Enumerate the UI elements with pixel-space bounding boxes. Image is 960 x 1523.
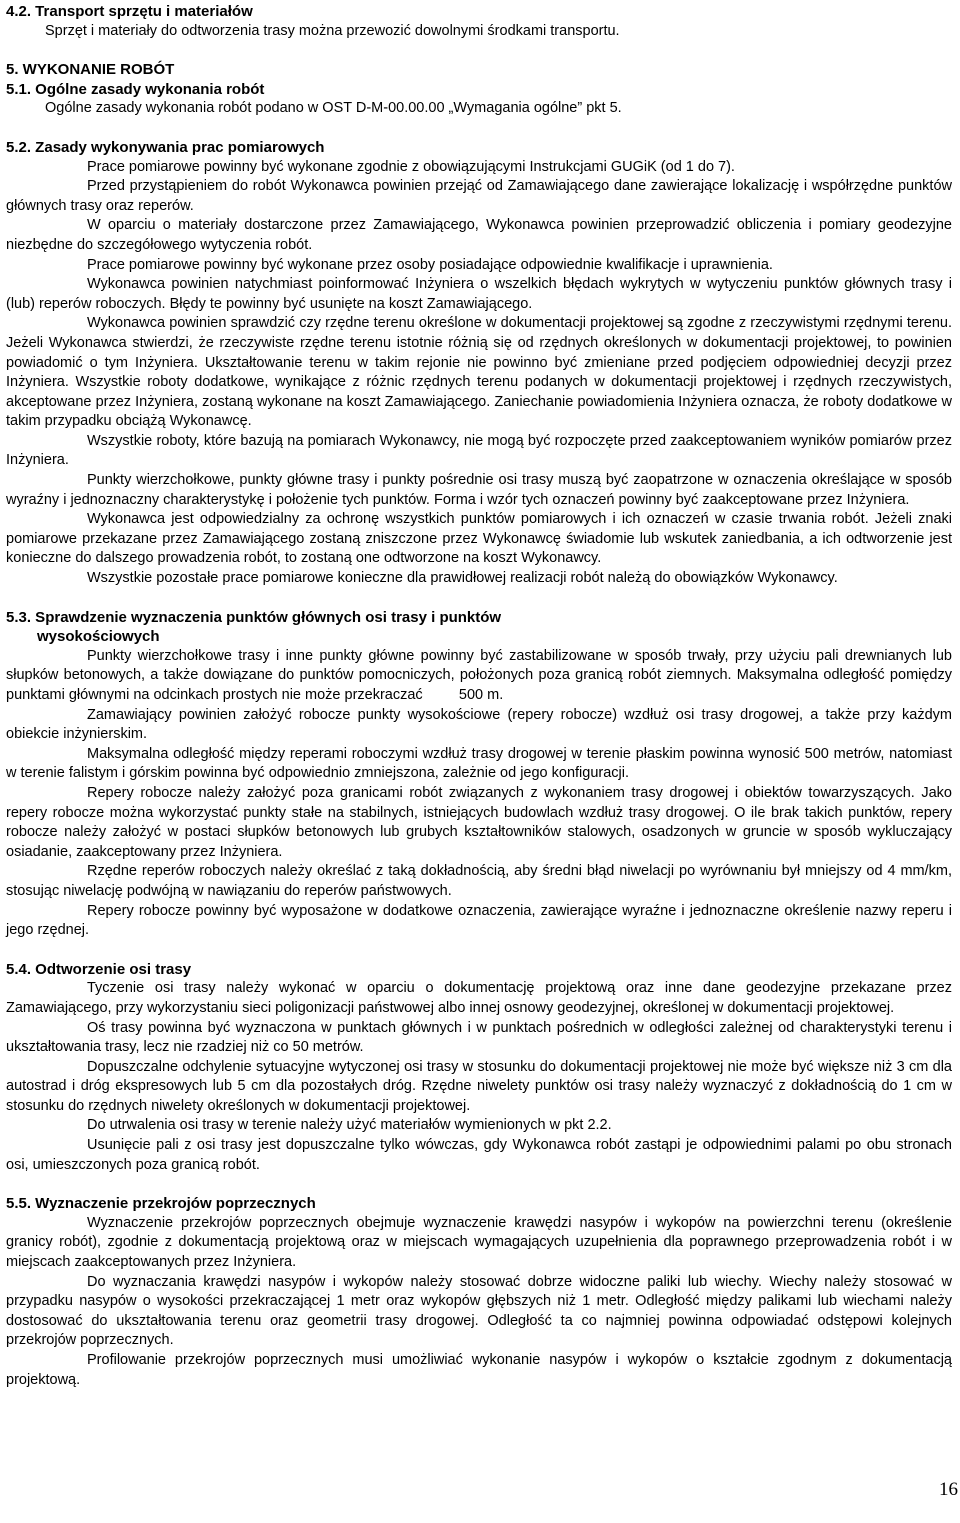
paragraph: Wyznaczenie przekrojów poprzecznych obejmuje wyznaczenie krawędzi nasypów i wykopów na powierzchni terenu (określenie granicy robót), zgodnie z dokumentacją projektową oraz w miejscach wymagających uzupełnienia dla poprawnego przeprowadzenia robót i w miejscach zaakceptowanych przez Inżyniera. — [6, 1214, 952, 1271]
paragraph: Repery robocze należy założyć poza granicami robót związanych z wykonaniem trasy drogowej i obiektów towarzyszących. Jako repery robocze można wykorzystać punkty stałe na stabilnych, istniejących budowlach wzdłuż trasy drogowej. O ile brak takich punktów, repery robocze należy założyć w postaci słupków betonowych lub grubych kształtowników stalowych, osadzonych w gruncie w sposób wykluczający osiadanie, zaakceptowany przez Inżyniera. — [6, 784, 952, 860]
paragraph: Do wyznaczania krawędzi nasypów i wykopów należy stosować dobrze widoczne paliki lub wiechy. Wiechy należy stosować w przypadku nasypów o wysokości przekraczającej 1 metr oraz wykopów głębszych niż 1 metr. Odległość między palikami lub wiechami należy dostosować do ukształtowania terenu oraz geometrii trasy drogowej. Odległość ta co najmniej powinna odpowiadać odstępowi kolejnych przekrojów poprzecznych. — [6, 1273, 952, 1349]
paragraph: Rzędne reperów roboczych należy określać z taką dokładnością, aby średni błąd niwelacji po wyrównaniu był mniejszy od 4 mm/km, stosując niwelację podwójną w nawiązaniu do reperów państwowych. — [6, 863, 952, 899]
section-heading-5-2: 5.2. Zasady wykonywania prac pomiarowych — [6, 138, 325, 156]
paragraph: Ogólne zasady wykonania robót podano w OST D-M-00.00.00 „Wymagania ogólne” pkt 5. — [45, 100, 622, 117]
section-heading-5-3 — [6, 608, 952, 647]
paragraph: Wszystkie pozostałe prace pomiarowe konieczne dla prawidłowej realizacji robót należą do obowiązków Wykonawcy. — [87, 570, 838, 587]
spacer — [6, 589, 952, 608]
paragraph: Tyczenie osi trasy należy wykonać w oparciu o dokumentację projektową oraz inne dane geodezyjne przekazane przez Zamawiającego, przy wykorzystaniu sieci poligonizacji państwowej albo innej osnowy geodezyjnej, określonej w dokumentacji projektowej. — [6, 980, 952, 1016]
paragraph: Repery robocze powinny być wyposażone w dodatkowe oznaczenia, zawierające wyraźne i jednoznaczne określenie nazwy reperu i jego rzędnej. — [6, 902, 952, 939]
paragraph: Zamawiający powinien założyć robocze punkty wysokościowe (repery robocze) wzdłuż osi trasy drogowej, a także przy każdym obiekcie inżynierskim. — [6, 706, 952, 743]
paragraph: Prace pomiarowe powinny być wykonane zgodnie z obowiązującymi Instrukcjami GUGiK (od 1 do 7). — [87, 158, 735, 175]
section-heading-5-1: 5.1. Ogólne zasady wykonania robót — [6, 80, 265, 98]
spacer — [6, 119, 952, 138]
paragraph: Usunięcie pali z osi trasy jest dopuszczalne tylko wówczas, gdy Wykonawca robót zastąpi je odpowiednimi palami po obu stronach osi, umieszczonych poza granicą robót. — [6, 1137, 952, 1173]
paragraph: Wykonawca powinien sprawdzić czy rzędne terenu określone w dokumentacji projektowej są zgodne z rzeczywistymi rzędnymi terenu. Jeżeli Wykonawca stwierdzi, że rzeczywiste rzędne terenu istotnie różnią się od rzędnych określonych w dokumentacji projektowej, to powinien powiadomić o tym Inżyniera. Ukształtowanie terenu w takim rejonie nie powinno być zmieniane przed podjęciem odpowiedniej decyzji przez Inżyniera. Wszystkie roboty dodatkowe, wynikające z różnic rzędnych terenu podanych w dokumentacji projektowej i rzędnych rzeczywistych, akceptowane przez Inżyniera, zostaną wykonane na koszt Zamawiającego. Zaniechanie powiadomienia Inżyniera oznacza, że roboty dodatkowe w takim przypadku obciążą Wykonawcę. — [6, 315, 952, 430]
spacer — [6, 941, 952, 960]
section-heading-4-2: 4.2. Transport sprzętu i materiałów — [6, 3, 253, 20]
paragraph: W oparciu o materiały dostarczone przez Zamawiającego, Wykonawca powinien przeprowadzić obliczenia i pomiary geodezyjne niezbędne do szczegółowego wytyczenia robót. — [6, 217, 952, 253]
section-heading-5-4: 5.4. Odtworzenie osi trasy — [6, 960, 192, 978]
paragraph: Punkty wierzchołkowe trasy i inne punkty główne powinny być zastabilizowane w sposób trwały, przy użyciu pali drewnianych lub słupków betonowych, a także dowiązane do punktów pomocniczych, położonych poza granicą robót ziemnych. Maksymalna odległość pomiędzy punktami głównymi na odcinkach prostych nie może przekraczać 500 m. — [6, 647, 957, 703]
paragraph: Do utrwalenia osi trasy w terenie należy użyć materiałów wymienionych w pkt 2.2. — [87, 1117, 612, 1134]
heading-line-1: 5.3. Sprawdzenie wyznaczenia punktów głównych osi trasy i punktów — [6, 608, 502, 626]
paragraph: Dopuszczalne odchylenie sytuacyjne wytyczonej osi trasy w stosunku do dokumentacji projektowej nie może być większe niż 3 cm dla autostrad i dróg ekspresowych lub 5 cm dla pozostałych dróg. Rzędne niwelety punktów osi trasy należy wyznaczyć z dokładnością do 1 cm w stosunku do rzędnych niwelety określonych w dokumentacji projektowej. — [6, 1058, 952, 1114]
spacer — [6, 1175, 952, 1194]
paragraph: Wykonawca powinien natychmiast poinformować Inżyniera o wszelkich błędach wykrytych w wytyczeniu punktów głównych trasy i (lub) reperów roboczych. Błędy te powinny być usunięte na koszt Zamawiającego. — [6, 276, 952, 312]
paragraph: Oś trasy powinna być wyznaczona w punktach głównych i w punktach pośrednich w odległości zależnej od charakterystyki terenu i ukształtowania trasy, lecz nie rzadziej niż co 50 metrów. — [6, 1019, 952, 1056]
paragraph: Profilowanie przekrojów poprzecznych musi umożliwiać wykonanie nasypów i wykopów o kształcie zgodnym z dokumentacją projektową. — [6, 1352, 952, 1388]
document-page — [6, 2, 957, 1390]
paragraph: Przed przystąpieniem do robót Wykonawca powinien przejąć od Zamawiającego dane zawierające lokalizację i współrzędne punktów głównych trasy oraz reperów. — [6, 178, 952, 214]
paragraph: Prace pomiarowe powinny być wykonane przez osoby posiadające odpowiednie kwalifikacje i uprawnienia. — [87, 256, 773, 273]
paragraph: Sprzęt i materiały do odtworzenia trasy można przewozić dowolnymi środkami transportu. — [45, 22, 620, 39]
page-number: 16 — [939, 1479, 958, 1500]
spacer — [6, 41, 952, 60]
section-heading-5: 5. WYKONANIE ROBÓT — [6, 61, 175, 79]
paragraph: Maksymalna odległość między reperami roboczymi wzdłuż trasy drogowej w terenie płaskim powinna wynosić 500 metrów, natomiast w terenie falistym i górskim powinna być odpowiednio zmniejszona, zależnie od jego konfiguracji. — [6, 745, 952, 782]
section-heading-5-5: 5.5. Wyznaczenie przekrojów poprzecznych — [6, 1195, 316, 1213]
heading-line-2: wysokościowych — [37, 628, 160, 646]
paragraph: Punkty wierzchołkowe, punkty główne trasy i punkty pośrednie osi trasy muszą być zaopatrzone w oznaczenia określające w sposób wyraźny i jednoznaczny charakterystykę i położenie tych punktów. Forma i wzór tych oznaczeń powinny być zaakceptowane przez Inżyniera. — [6, 472, 952, 508]
paragraph: Wykonawca jest odpowiedzialny za ochronę wszystkich punktów pomiarowych i ich oznaczeń w czasie trwania robót. Jeżeli znaki pomiarowe przekazane przez Zamawiającego zostaną zniszczone przez Wykonawcę świadomie lub wskutek zaniedbania, a ich odtworzenie jest konieczne do dalszego prowadzenia robót, to zostaną one odtworzone na koszt Wykonawcy. — [6, 511, 952, 567]
paragraph: Wszystkie roboty, które bazują na pomiarach Wykonawcy, nie mogą być rozpoczęte przed zaakceptowaniem wyników pomiarów przez Inżyniera. — [6, 432, 952, 469]
